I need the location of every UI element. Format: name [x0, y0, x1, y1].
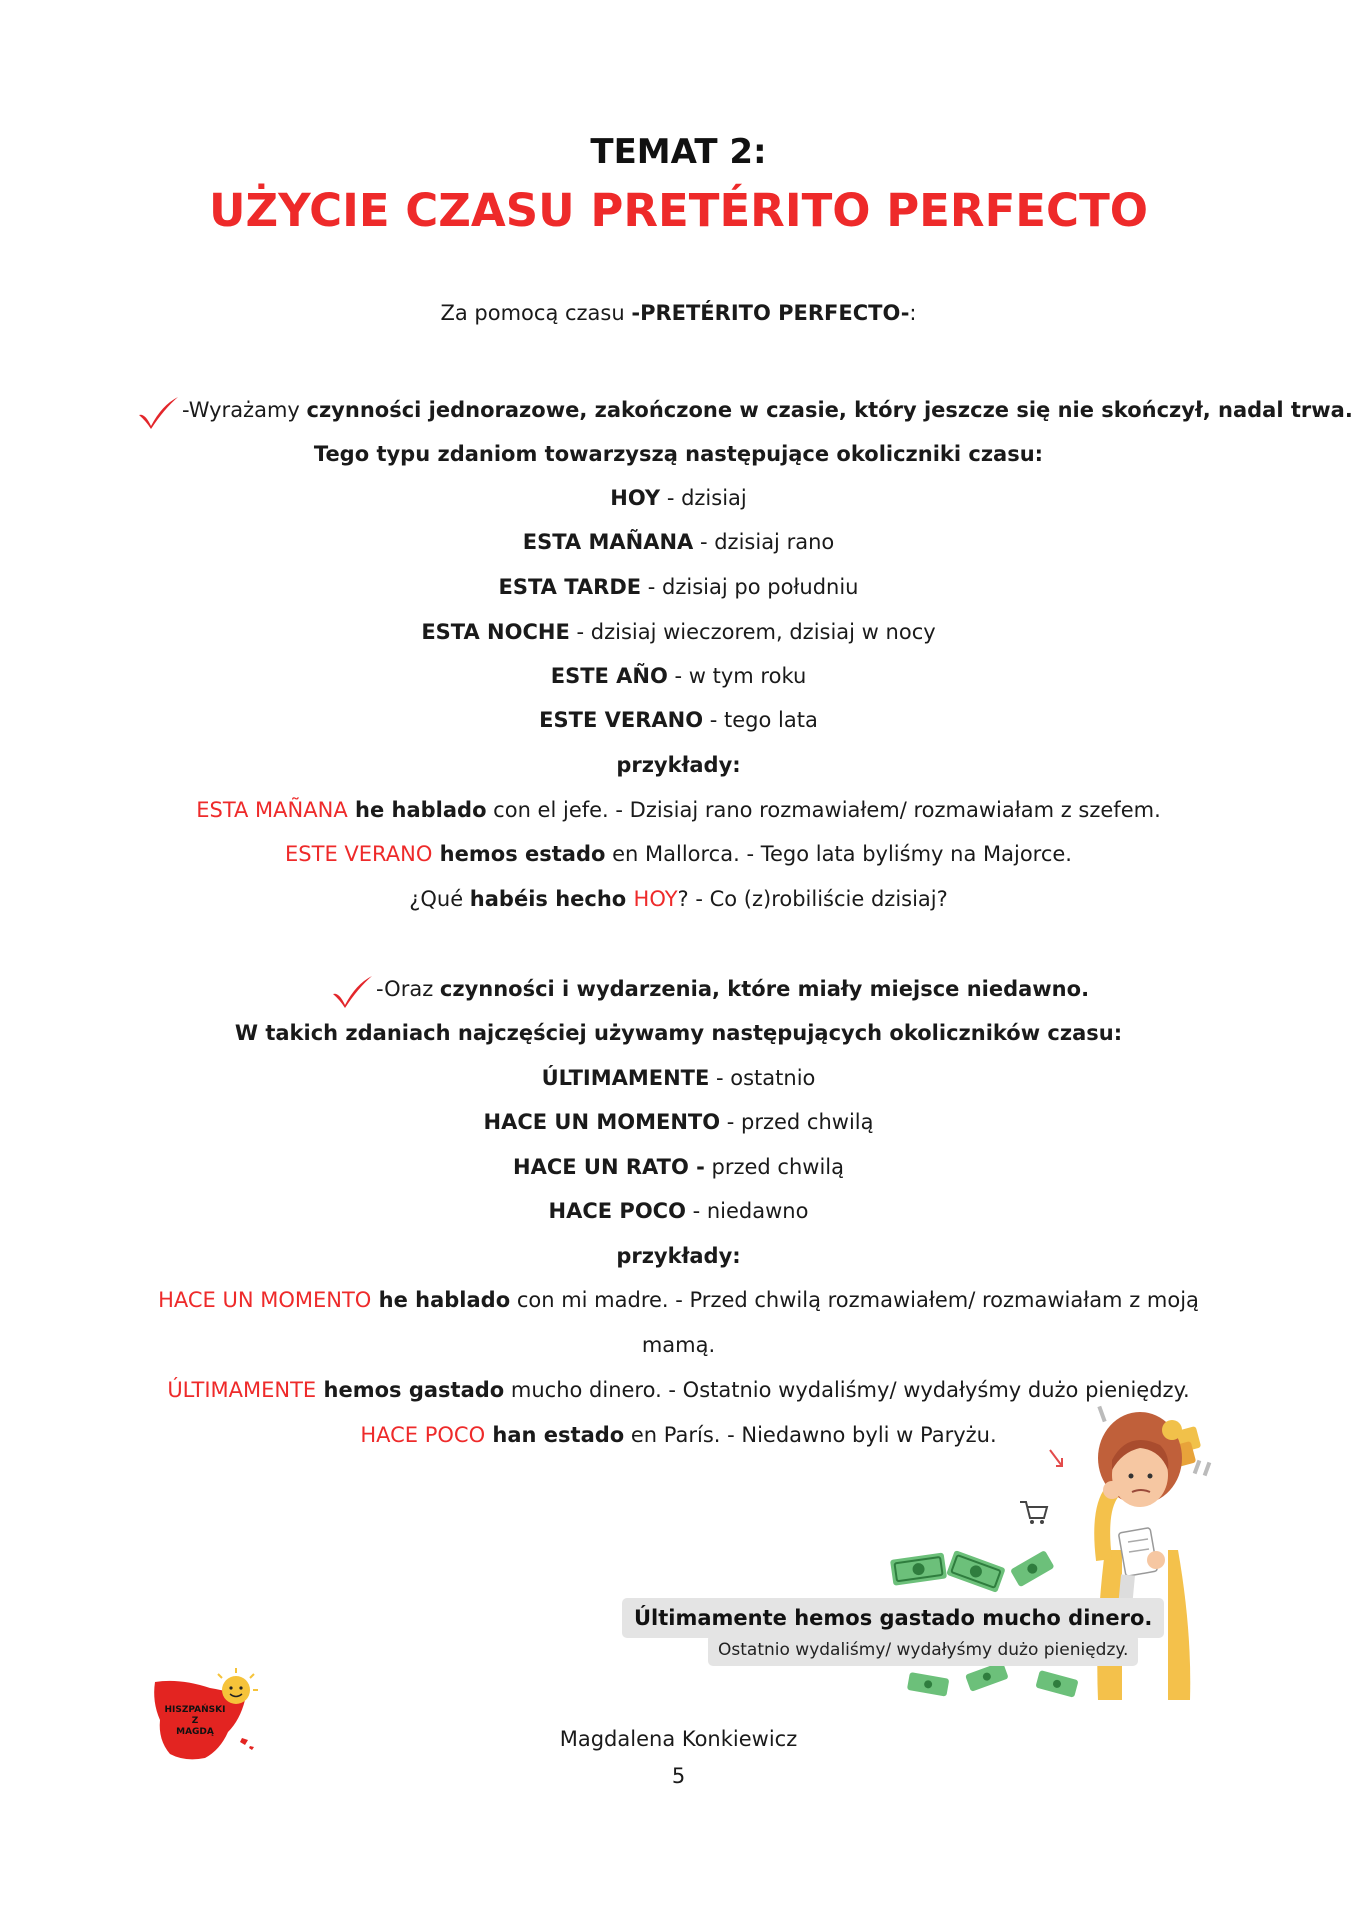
expression-row [0, 483, 1357, 513]
illustration-caption-sub: Ostatnio wydaliśmy/ wydałyśmy dużo pieniędzy. [708, 1634, 1138, 1666]
example-pre: ¿Qué [409, 887, 470, 911]
example-bold: hemos gastado [316, 1378, 505, 1402]
shopping-cart-icon [1020, 1502, 1047, 1524]
example-row [0, 1330, 1357, 1360]
example-red: ESTE VERANO [285, 842, 433, 866]
example-row [0, 884, 1357, 914]
hiszpanski-logo [150, 1660, 270, 1770]
example-bold: hemos estado [432, 842, 606, 866]
expression-meaning: - dzisiaj [660, 486, 747, 510]
intro-suffix: : [909, 301, 917, 325]
example-red: HOY [633, 887, 678, 911]
expression-term: ESTE AÑO [550, 664, 668, 688]
expression-meaning: - w tym roku [667, 664, 807, 688]
checkmark-icon [136, 395, 180, 431]
expression-term: ÚLTIMAMENTE [541, 1066, 710, 1090]
example-rest: mamą. [641, 1333, 716, 1357]
example-bold: he hablado [347, 798, 487, 822]
example-rest: en Mallorca. - Tego lata byliśmy na Majorce. [605, 842, 1072, 866]
expression-term: HOY [610, 486, 661, 510]
page-number: 5 [671, 1764, 686, 1788]
expression-meaning: przed chwilą [704, 1155, 844, 1179]
section1-lead-bold: czynności jednorazowe, zakończone w czasie, który jeszcze się nie skończył, nadal trwa. [306, 398, 1353, 422]
expression-term: ESTA TARDE [498, 575, 642, 599]
expression-term: ESTE VERANO [539, 708, 704, 732]
section2-lead-plain: Oraz [384, 977, 440, 1001]
examples-label: przykłady: [616, 753, 741, 777]
page-title-line2: UŻYCIE CZASU PRETÉRITO PERFECTO [208, 184, 1149, 237]
examples-label: przykłady: [616, 1244, 741, 1268]
example-rest: ? - Co (z)robiliście dzisiaj? [677, 887, 948, 911]
section1-subhead: Tego typu zdaniom towarzyszą następujące okoliczniki czasu: [313, 442, 1044, 466]
expression-term: HACE UN RATO - [513, 1155, 705, 1179]
illustration-caption-main: Últimamente hemos gastado mucho dinero. [622, 1598, 1164, 1638]
expression-meaning: - tego lata [703, 708, 818, 732]
logo-text-line1: HISZPAŃSKI [164, 1705, 226, 1715]
expression-row [0, 661, 1357, 691]
intro-line [0, 298, 1357, 328]
page-title-line1: TEMAT 2: [590, 132, 767, 172]
example-bold: han estado [485, 1423, 625, 1447]
example-red: ESTA MAÑANA [196, 798, 348, 822]
example-red: ÚLTIMAMENTE [167, 1378, 317, 1402]
intro-prefix: Za pomocą czasu [440, 301, 632, 325]
expression-term: ESTA MAÑANA [522, 530, 694, 554]
expression-meaning: - dzisiaj po południu [641, 575, 859, 599]
expression-term: HACE UN MOMENTO [483, 1110, 721, 1134]
example-rest: mucho dinero. - Ostatnio wydaliśmy/ wydałyśmy dużo pieniędzy. [504, 1378, 1190, 1402]
expression-row [0, 527, 1357, 557]
section2-lead-bold: czynności i wydarzenia, które miały miejsce niedawno. [439, 977, 1090, 1001]
expression-meaning: - dzisiaj wieczorem, dzisiaj w nocy [569, 620, 936, 644]
section2-subhead: W takich zdaniach najczęściej używamy następujących okoliczników czasu: [234, 1021, 1123, 1045]
expression-row [0, 1107, 1357, 1137]
expression-row [0, 705, 1357, 735]
footer-author: Magdalena Konkiewicz [559, 1727, 798, 1751]
expression-row [0, 1196, 1357, 1226]
section1-lead-plain: Wyrażamy [188, 398, 307, 422]
expression-term: ESTA NOCHE [421, 620, 570, 644]
expression-meaning: - dzisiaj rano [693, 530, 835, 554]
example-bold: habéis hecho [469, 887, 634, 911]
expression-meaning: - przed chwilą [720, 1110, 874, 1134]
example-row [0, 839, 1357, 869]
example-row [0, 1285, 1357, 1315]
example-bold: he hablado [371, 1288, 511, 1312]
expression-meaning: - niedawno [685, 1199, 809, 1223]
section1-lead [136, 393, 1353, 429]
section2-lead [330, 972, 1089, 1008]
intro-bold: -PRETÉRITO PERFECTO- [631, 301, 910, 325]
section1-dash: - [182, 398, 189, 422]
expression-row [0, 572, 1357, 602]
expression-row [0, 1063, 1357, 1093]
logo-text-line2: Z [191, 1716, 199, 1726]
expression-row [0, 1152, 1357, 1182]
expression-term: HACE POCO [548, 1199, 686, 1223]
logo-text-line3: MAGDĄ [176, 1727, 214, 1737]
example-rest: con mi madre. - Przed chwilą rozmawiałem/ rozmawiałam z moją [510, 1288, 1199, 1312]
example-rest: con el jefe. - Dzisiaj rano rozmawiałem/ rozmawiałam z szefem. [486, 798, 1161, 822]
example-red: HACE POCO [360, 1423, 486, 1447]
example-red: HACE UN MOMENTO [158, 1288, 372, 1312]
expression-meaning: - ostatnio [709, 1066, 816, 1090]
example-rest: en París. - Niedawno byli w Paryżu. [624, 1423, 997, 1447]
checkmark-icon [330, 974, 374, 1010]
example-row [0, 795, 1357, 825]
expression-row [0, 617, 1357, 647]
section2-dash: - [376, 977, 385, 1001]
